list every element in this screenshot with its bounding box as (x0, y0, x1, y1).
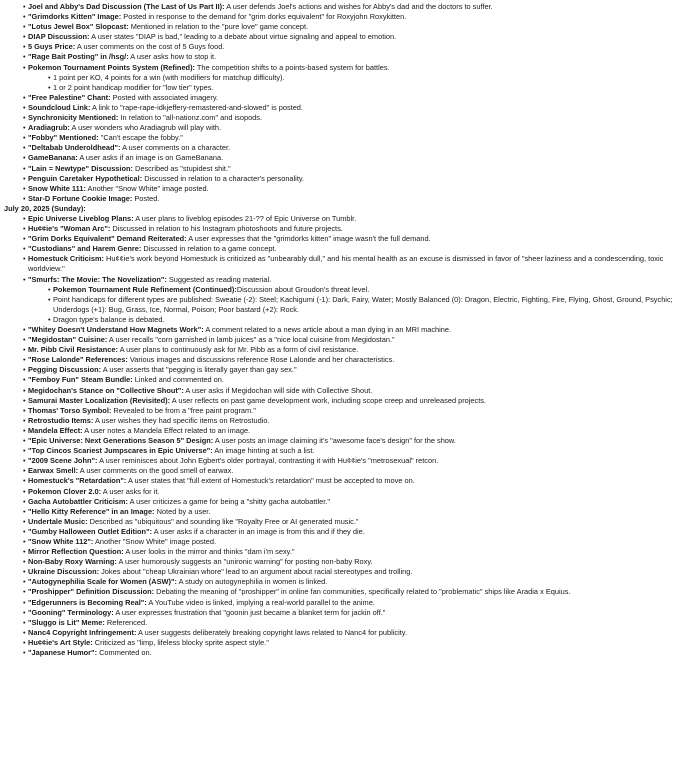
item-title: "Whitey Doesn't Understand How Magnets Work": (28, 325, 204, 334)
item-description: A user asks if Megidochan will side with Collective Shout. (183, 385, 373, 395)
item-title: Hu¢¢ie's "Woman Arc": (28, 224, 111, 234)
list-item (4, 638, 679, 648)
item-title: Synchronicity Mentioned: (28, 113, 119, 123)
list-item (4, 497, 679, 507)
list-item (4, 143, 679, 153)
list-item (4, 93, 679, 103)
item-title: Soundcloud Link: (28, 102, 91, 112)
item-description: A user humorously suggests an "unironic warning" for posting non-baby Roxy. (116, 557, 373, 567)
bullet-list-july-20 (4, 214, 679, 658)
list-item (4, 527, 679, 537)
item-description: Mentioned in relation to the "pure love" game concept. (128, 22, 309, 32)
item-description: A user wonders who Aradiagrub will play with. (69, 123, 222, 133)
item-description: A user defends Joel's actions and wishes for Abby's dad and the doctors to suffer. (224, 2, 493, 11)
list-item (4, 436, 679, 446)
item-title: Homestuck Criticism: (28, 254, 104, 264)
item-title: "Grim Dorks Equivalent" Demand Reiterated: (28, 234, 187, 244)
list-item (4, 133, 679, 143)
list-item (4, 103, 679, 113)
list-item (4, 466, 679, 476)
list-item (4, 517, 679, 527)
list-item (4, 577, 679, 587)
item-description: A user reflects on past game development work, including scope creep and unreleased projects. (170, 395, 487, 405)
item-title: Mandela Effect: (28, 425, 83, 435)
list-item (4, 507, 679, 517)
item-title: "Rage Bait Posting" in /hsg/: (28, 52, 129, 62)
item-title: "Sluggo is Lit" Meme: (28, 617, 105, 627)
list-item (4, 386, 679, 396)
item-title: "Epic Universe: Next Generations Season 5" Design: (28, 436, 214, 446)
item-title: Megidochan's Stance on "Collective Shout": (28, 385, 184, 395)
list-item (4, 83, 679, 93)
item-title: Thomas' Torso Symbol: (28, 405, 112, 415)
item-title: "Lotus Jewel Box" Slopcast: (28, 22, 129, 32)
item-description: A user comments on the good smell of earwax. (78, 466, 234, 476)
item-title: Earwax Smell: (28, 466, 79, 476)
item-description: Described as "ubiquitous" and sounding like "Royalty Free or AI generated music." (87, 516, 359, 526)
item-description: A user states "DIAP is bad," leading to a debate about virtue signaling and appeal to emotion. (89, 32, 397, 42)
item-description: An image hinting at such a list. (212, 446, 315, 456)
item-description: A user plans to liveblog episodes 21-?? of Epic Universe on Tumblr. (133, 213, 357, 223)
item-title: Pegging Discussion: (28, 365, 102, 375)
item-description: A user recalls "corn garnished in lamb juices" as a "nice local cuisine from Megidostan." (107, 335, 395, 345)
item-description: A user posts an image claiming it's "awesome face's design" for the show. (213, 436, 456, 446)
list-item (4, 22, 679, 32)
item-title: Joel and Abby's Dad Discussion (The Last of Us Part II): (28, 2, 225, 11)
item-description: Another "Snow White" image posted. (93, 536, 217, 546)
item-title: "Top Cincos Scariest Jumpscares in Epic Universe": (28, 446, 213, 456)
item-title: "Gumby Halloween Outlet Edition": (28, 526, 153, 536)
item-title: "Hello Kitty Reference" in an Image: (28, 506, 155, 516)
item-description: Posted with associated imagery. (110, 92, 219, 102)
bullet-list-top (4, 2, 679, 204)
list-item (4, 406, 679, 416)
list-item (4, 174, 679, 184)
item-description: Posted. (132, 193, 160, 203)
item-description: A user notes a Mandela Effect related to an image. (82, 425, 251, 435)
list-item (4, 355, 679, 365)
item-title: "Rose Lalonde" References: (28, 355, 128, 365)
item-description: Dragon type's balance is debated. (53, 314, 165, 324)
item-title: Gacha Autobattler Criticism: (28, 496, 128, 506)
item-title: Penguin Caretaker Hypothetical: (28, 173, 143, 183)
item-description: Discussion about Groudon's threat level. (236, 284, 370, 294)
list-item (4, 315, 679, 325)
list-item (4, 456, 679, 466)
list-item (4, 52, 679, 62)
item-title: Nanc4 Copyright Infringement: (28, 627, 137, 637)
item-description: A user asks for it. (101, 486, 160, 496)
item-title: Hu¢¢ie's Art Style: (28, 637, 93, 647)
list-item (4, 224, 679, 234)
list-item (4, 184, 679, 194)
item-title: Homestuck's "Retardation": (28, 476, 127, 486)
list-item (4, 476, 679, 486)
list-item (4, 375, 679, 385)
item-description: Discussed in relation to his Instagram photoshoots and future projects. (110, 224, 343, 234)
item-text: 1 point per KO, 4 points for a win (with modifiers for matchup difficulty). (53, 72, 285, 82)
item-description: Revealed to be from a "free paint program." (111, 405, 256, 415)
item-title: "Custodians" and Harem Genre: (28, 244, 142, 254)
item-title: GameBanana: (28, 153, 78, 163)
item-title: Aradiagrub: (28, 123, 70, 133)
list-item (4, 73, 679, 83)
item-description: Posted in response to the demand for "grim dorks equivalent" for Roxyjohn Roxykitten. (121, 12, 407, 22)
item-title: "2009 Scene John": (28, 456, 98, 466)
item-title: "Autogynephilia Scale for Women (ASW)": (28, 577, 177, 587)
list-item (4, 446, 679, 456)
list-item (4, 254, 679, 274)
item-title: Star-D Fortune Cookie Image: (28, 193, 133, 203)
item-description: Suggested as reading material. (166, 274, 272, 284)
list-item (4, 113, 679, 123)
item-title: "Smurfs: The Movie: The Novelization": (28, 274, 167, 284)
item-title: Epic Universe Liveblog Plans: (28, 213, 134, 223)
item-description: Noted by a user. (154, 506, 211, 516)
list-item (4, 335, 679, 345)
list-item (4, 214, 679, 224)
item-description: Point handicaps for different types are published: Sweatie (-2): Steel; Kachigumi (-1): Dark, Fairy, Water; Mostly Balanced (0): Dragon, Electric, Fighting, Fire, Flying, Ghost, Ground, Psychic; Underdogs (+1): Bug, Grass, Ice, Normal, Poison; Poor bastard (+2): Rock. (53, 294, 673, 314)
item-title: "Deltabab Underoldhead": (28, 143, 121, 153)
list-item (4, 426, 679, 436)
item-title: "Japanese Humor": (28, 648, 98, 657)
list-item (4, 325, 679, 335)
item-description: Referenced. (104, 617, 148, 627)
item-description: "Can't escape the fobby." (98, 133, 183, 143)
item-title: Snow White 111: (28, 183, 86, 193)
item-description: Linked and commented on. (132, 375, 224, 385)
list-item (4, 12, 679, 22)
list-item (4, 567, 679, 577)
item-description: A user asks how to stop it. (128, 52, 217, 62)
list-item (4, 295, 679, 315)
item-title: Pokemon Clover 2.0: (28, 486, 102, 496)
list-item (4, 234, 679, 244)
item-description: A user wishes they had specific items on Retrostudio. (93, 415, 270, 425)
item-title: DIAP Discussion: (28, 32, 90, 42)
item-description: A user suggests deliberately breaking copyright laws related to Nanc4 for publicity. (136, 627, 407, 637)
item-description: A link to "rape-rape-idkjeffery-remastered-and-slowed" is posted. (90, 102, 303, 112)
item-description: A user comments on the cost of 5 Guys food. (75, 42, 225, 52)
item-description: A user states that "full extent of Homestuck's retardation" must be accepted to move on. (126, 476, 415, 486)
item-description: A user asks if a character in an image is from this and if they die. (152, 526, 365, 536)
list-item (4, 487, 679, 497)
list-item (4, 275, 679, 285)
item-description: A user plans to continuously ask for Mr. Pibb as a form of civil resistance. (117, 345, 359, 355)
item-description: A user asserts that "pegging is literally gayer than gay sex." (101, 365, 297, 375)
item-title: Pokemon Tournament Rule Refinement (Continued): (53, 284, 237, 294)
item-text: 1 or 2 point handicap modifier for "low tier" types. (53, 82, 214, 92)
list-item (4, 2, 679, 12)
item-description: A user expresses that the "grimdorks kitten" image wasn't the full demand. (186, 234, 431, 244)
item-title: Non-Baby Roxy Warning: (28, 557, 117, 567)
item-description: A comment related to a news article about a man dying in an MRI machine. (203, 325, 452, 334)
item-description: A user asks if an image is on GameBanana. (77, 153, 224, 163)
item-title: Ukraine Discussion: (28, 567, 100, 577)
item-description: The competition shifts to a points-based system for battles. (195, 62, 390, 72)
list-item (4, 396, 679, 406)
list-item (4, 194, 679, 204)
item-title: Undertale Music: (28, 516, 88, 526)
item-description: Discussed in relation to a game concept. (141, 244, 277, 254)
list-item (4, 244, 679, 254)
item-title: Retrostudio Items: (28, 415, 94, 425)
list-item (4, 365, 679, 375)
item-description: Discussed in relation to a character's personality. (142, 173, 305, 183)
list-item (4, 42, 679, 52)
list-item (4, 608, 679, 618)
list-item (4, 153, 679, 163)
list-item (4, 285, 679, 295)
item-description: A user criticizes a game for being a "shitty gacha autobattler." (127, 496, 330, 506)
list-item (4, 416, 679, 426)
list-item (4, 648, 679, 658)
item-title: "Free Palestine" Chant: (28, 92, 111, 102)
item-description: Criticized as "limp, lifeless blocky sprite aspect style." (92, 637, 269, 647)
item-title: "Grimdorks Kitten" Image: (28, 12, 122, 22)
item-description: A user comments on a character. (120, 143, 231, 153)
item-title: Samurai Master Localization (Revisited): (28, 395, 171, 405)
item-description: A YouTube video is linked, implying a real-world parallel to the anime. (146, 597, 375, 607)
list-item (4, 32, 679, 42)
list-item (4, 628, 679, 638)
list-item (4, 345, 679, 355)
item-description: In relation to "all-nationz.com" and isopods. (118, 113, 263, 123)
item-title: "Proshipper" Definition Discussion: (28, 587, 155, 597)
list-item (4, 63, 679, 73)
item-description: A study on autogynephilia in women is linked. (176, 577, 328, 587)
item-title: "Megidostan" Cuisine: (28, 335, 108, 345)
item-title: Mr. Pibb Civil Resistance: (28, 345, 118, 355)
list-item (4, 537, 679, 547)
item-description: A user expresses frustration that "goonin just became a blanket term for jackin off." (113, 607, 386, 617)
list-item (4, 618, 679, 628)
list-item (4, 547, 679, 557)
list-item (4, 598, 679, 608)
item-title: Pokemon Tournament Points System (Refined): (28, 62, 195, 72)
item-title: "Fobby" Mentioned: (28, 133, 99, 143)
list-item (4, 557, 679, 567)
item-description: Hu¢¢ie's work beyond Homestuck is criticized as "unbearably dull," and his mental health as an excuse is dismissed in favor of "sheer laziness and a condescending, toxic worldview." (28, 254, 664, 274)
item-description: Debating the meaning of "proshipper" in online fan communities, specifically related to "problematic" ships like Aradia x Equius. (154, 587, 571, 597)
item-title: "Edgerunners is Becoming Real": (28, 597, 147, 607)
item-description: A user looks in the mirror and thinks "dam i'm sexy." (123, 547, 295, 557)
item-description: Described as "stupidest shit." (132, 163, 231, 173)
item-description: Another "Snow White" image posted. (85, 183, 209, 193)
item-title: "Femboy Fun" Steam Bundle: (28, 375, 133, 385)
item-title: "Lain = Newtype" Discussion: (28, 163, 133, 173)
item-title: "Gooning" Terminology: (28, 607, 114, 617)
list-item (4, 164, 679, 174)
item-description: Various images and discussions reference Rose Lalonde and her characteristics. (127, 355, 395, 365)
item-title: "Snow White 112": (28, 536, 94, 546)
item-title: 5 Guys Price: (28, 42, 76, 52)
date-heading: July 20, 2025 (Sunday): (4, 203, 86, 213)
list-item (4, 123, 679, 133)
item-description: Jokes about "cheap Ukrainian whore" lead to an argument about racial stereotypes and trolling. (99, 567, 413, 577)
item-description: A user reminisces about John Egbert's older portrayal, contrasting it with Hu¢¢ie's "metrosexual" retcon. (97, 456, 439, 466)
list-item (4, 587, 679, 597)
item-title: Mirror Reflection Question: (28, 547, 124, 557)
item-description: Commented on. (97, 648, 152, 657)
